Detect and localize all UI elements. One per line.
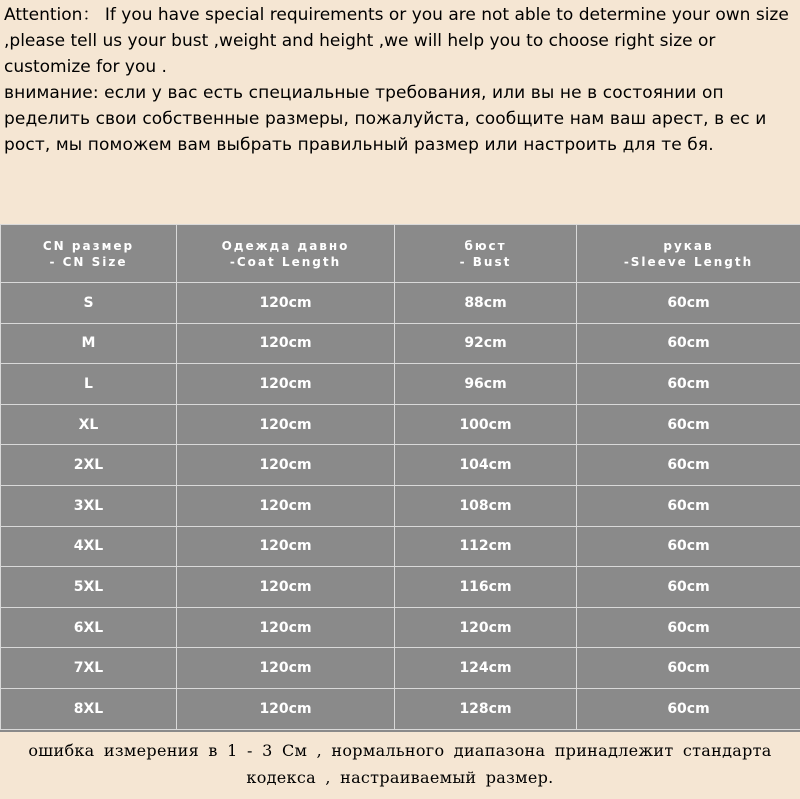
cell-sleeve-length: 60cm xyxy=(577,567,800,608)
cell-size: 8XL xyxy=(1,688,177,729)
cell-size: M xyxy=(1,323,177,364)
cell-bust: 124cm xyxy=(395,648,577,689)
cell-sleeve-length: 60cm xyxy=(577,445,800,486)
table-row xyxy=(1,364,800,405)
cell-sleeve-length: 60cm xyxy=(577,404,800,445)
cell-bust: 104cm xyxy=(395,445,577,486)
header-sleeve-length-en: -Sleeve Length xyxy=(623,254,754,269)
table-row xyxy=(1,526,800,567)
header-bust-en: - Bust xyxy=(459,254,512,269)
cell-size: L xyxy=(1,364,177,405)
cell-sleeve-length: 60cm xyxy=(577,648,800,689)
header-size xyxy=(1,225,177,283)
cell-sleeve-length: 60cm xyxy=(577,283,800,324)
cell-coat-length: 120cm xyxy=(177,485,395,526)
size-table xyxy=(0,224,800,730)
cell-size: 6XL xyxy=(1,607,177,648)
cell-size: 3XL xyxy=(1,485,177,526)
cell-size: 2XL xyxy=(1,445,177,486)
header-bust xyxy=(395,225,577,283)
notice-russian: внимание: если у вас есть специальные требования, или вы не в состоянии оп ределить свои собственные размеры, пожалуйста, сообщите нам ваш арест, в ес и рост, мы поможем вам выбрать правильный размер или настроить для те бя. xyxy=(4,83,767,155)
cell-size: XL xyxy=(1,404,177,445)
cell-bust: 108cm xyxy=(395,485,577,526)
table-row xyxy=(1,607,800,648)
cell-sleeve-length: 60cm xyxy=(577,607,800,648)
cell-bust: 92cm xyxy=(395,323,577,364)
cell-coat-length: 120cm xyxy=(177,364,395,405)
cell-coat-length: 120cm xyxy=(177,607,395,648)
notice-english: Attention： If you have special requirements or you are not able to determine your own size ,please tell us your bust ,weight and height ,we will help you to choose right size or customize for you . xyxy=(4,5,789,77)
table-row xyxy=(1,404,800,445)
cell-size: 4XL xyxy=(1,526,177,567)
cell-coat-length: 120cm xyxy=(177,648,395,689)
header-coat-length xyxy=(177,225,395,283)
table-header-row xyxy=(1,225,800,283)
header-coat-length-ru: Одежда давно xyxy=(221,238,350,253)
cell-sleeve-length: 60cm xyxy=(577,526,800,567)
notice-block xyxy=(4,2,798,158)
cell-bust: 112cm xyxy=(395,526,577,567)
cell-coat-length: 120cm xyxy=(177,526,395,567)
table-row xyxy=(1,445,800,486)
cell-coat-length: 120cm xyxy=(177,323,395,364)
cell-bust: 88cm xyxy=(395,283,577,324)
measurement-note: ошибка измерения в 1 - 3 См , нормального диапазона принадлежит стандарта кодекса , настраиваемый размер. xyxy=(28,741,772,787)
cell-size: 5XL xyxy=(1,567,177,608)
header-size-en: - CN Size xyxy=(49,254,128,269)
cell-coat-length: 120cm xyxy=(177,404,395,445)
header-sleeve-length-ru: рукав xyxy=(663,238,714,253)
size-table-container xyxy=(0,224,800,732)
header-sleeve-length xyxy=(577,225,800,283)
cell-sleeve-length: 60cm xyxy=(577,364,800,405)
cell-bust: 120cm xyxy=(395,607,577,648)
table-row xyxy=(1,485,800,526)
cell-coat-length: 120cm xyxy=(177,688,395,729)
header-coat-length-en: -Coat Length xyxy=(229,254,342,269)
cell-bust: 100cm xyxy=(395,404,577,445)
table-row xyxy=(1,648,800,689)
cell-sleeve-length: 60cm xyxy=(577,323,800,364)
table-row xyxy=(1,283,800,324)
header-size-ru: CN размер xyxy=(42,238,135,253)
cell-sleeve-length: 60cm xyxy=(577,485,800,526)
cell-bust: 116cm xyxy=(395,567,577,608)
cell-size: 7XL xyxy=(1,648,177,689)
cell-bust: 128cm xyxy=(395,688,577,729)
table-row xyxy=(1,567,800,608)
table-row xyxy=(1,688,800,729)
table-row xyxy=(1,323,800,364)
cell-coat-length: 120cm xyxy=(177,283,395,324)
cell-coat-length: 120cm xyxy=(177,567,395,608)
cell-bust: 96cm xyxy=(395,364,577,405)
cell-sleeve-length: 60cm xyxy=(577,688,800,729)
cell-coat-length: 120cm xyxy=(177,445,395,486)
header-bust-ru: бюст xyxy=(464,238,507,253)
cell-size: S xyxy=(1,283,177,324)
